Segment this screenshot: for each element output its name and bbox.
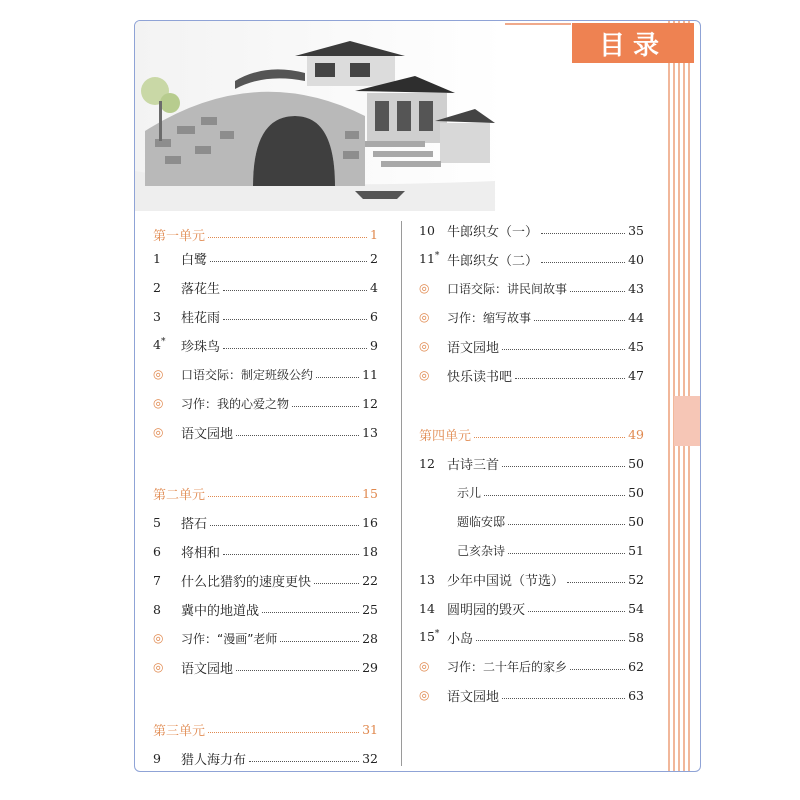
- lesson-number: 14: [419, 600, 435, 616]
- lesson-number: 4*: [153, 337, 166, 353]
- double-circle-icon: ◎: [419, 310, 430, 324]
- dot-leader: [208, 496, 359, 497]
- dot-leader: [208, 237, 367, 238]
- page-number: 50: [628, 455, 644, 471]
- page-number: 47: [628, 367, 644, 383]
- toc-entry[interactable]: [419, 304, 644, 330]
- page-number: 1: [370, 226, 378, 242]
- dot-leader: [502, 698, 625, 699]
- entry-title: 习作：缩写故事: [447, 310, 532, 325]
- page-number: 35: [628, 222, 644, 238]
- toc-entry[interactable]: [153, 390, 378, 416]
- entry-title: 少年中国说（节选）: [447, 573, 565, 589]
- lesson-number: 12: [419, 455, 435, 471]
- toc-entry[interactable]: [419, 566, 644, 592]
- unit-title: 第二单元: [153, 487, 206, 503]
- optional-star: *: [434, 251, 440, 262]
- page-number: 4: [370, 279, 378, 295]
- dot-leader: [236, 670, 359, 671]
- entry-title: 白鹭: [181, 252, 208, 268]
- dot-leader: [236, 435, 359, 436]
- double-circle-icon: ◎: [419, 339, 430, 353]
- entry-title: 落花生: [181, 281, 221, 297]
- page-number: 25: [362, 601, 378, 617]
- page-number: 63: [628, 687, 644, 703]
- dot-leader: [223, 348, 367, 349]
- optional-star: *: [160, 337, 166, 348]
- lesson-number: 1: [153, 250, 161, 266]
- entry-title: 古诗三首: [447, 457, 500, 473]
- page-number: 15: [362, 485, 378, 501]
- lesson-number: 5: [153, 514, 161, 530]
- toc-entry[interactable]: [419, 275, 644, 301]
- entry-title: 口语交际：讲民间故事: [447, 281, 568, 296]
- dot-leader: [484, 495, 625, 496]
- dot-leader: [474, 437, 625, 438]
- page-number: 52: [628, 571, 644, 587]
- entry-title: 语文园地: [447, 340, 500, 356]
- toc-entry[interactable]: [419, 537, 644, 563]
- page-number: 9: [370, 337, 378, 353]
- double-circle-icon: ◎: [153, 425, 164, 439]
- toc-entry[interactable]: [153, 625, 378, 651]
- page-number: 22: [362, 572, 378, 588]
- entry-title: 圆明园的毁灭: [447, 602, 526, 618]
- double-circle-icon: ◎: [153, 396, 164, 410]
- dot-leader: [292, 406, 359, 407]
- double-circle-icon: ◎: [419, 688, 430, 702]
- page-number: 45: [628, 338, 644, 354]
- page-number: 16: [362, 514, 378, 530]
- double-circle-icon: ◎: [419, 368, 430, 382]
- lesson-number: 11*: [419, 251, 440, 267]
- entry-title: 示儿: [457, 485, 482, 500]
- page-number: 2: [370, 250, 378, 266]
- entry-title: 题临安邸: [457, 514, 506, 529]
- side-tab: [674, 396, 700, 446]
- lesson-number: 3: [153, 308, 161, 324]
- page-number: 13: [362, 424, 378, 440]
- entry-title: 语文园地: [447, 689, 500, 705]
- entry-title: 桂花雨: [181, 310, 221, 326]
- dot-leader: [508, 524, 625, 525]
- entry-title: 珍珠鸟: [181, 339, 221, 355]
- dot-leader: [570, 291, 625, 292]
- toc-entry[interactable]: [419, 682, 644, 708]
- page-number: 44: [628, 309, 644, 325]
- dot-leader: [223, 554, 359, 555]
- page-number: 49: [628, 426, 644, 442]
- entry-title: 牛郎织女（一）: [447, 224, 539, 240]
- toc-entry[interactable]: [153, 332, 378, 358]
- entry-title: 口语交际：制定班级公约: [181, 367, 314, 382]
- double-circle-icon: ◎: [419, 281, 430, 295]
- unit-title: 第三单元: [153, 723, 206, 739]
- toc-entry[interactable]: [153, 745, 378, 771]
- lesson-number: 8: [153, 601, 161, 617]
- page-number: 12: [362, 395, 378, 411]
- dot-leader: [210, 261, 367, 262]
- toc-entry[interactable]: [153, 361, 378, 387]
- dot-leader: [210, 525, 359, 526]
- dot-leader: [534, 320, 625, 321]
- entry-title: 什么比猎豹的速度更快: [181, 574, 312, 590]
- double-circle-icon: ◎: [153, 367, 164, 381]
- toc-entry[interactable]: [153, 509, 378, 535]
- page-number: 28: [362, 630, 378, 646]
- dot-leader: [316, 377, 359, 378]
- page-number: 32: [362, 750, 378, 766]
- double-circle-icon: ◎: [153, 660, 164, 674]
- dot-leader: [508, 553, 625, 554]
- page-number: 29: [362, 659, 378, 675]
- lesson-number: 2: [153, 279, 161, 295]
- page-number: 43: [628, 280, 644, 296]
- toc-entry[interactable]: [153, 596, 378, 622]
- unit-heading[interactable]: [153, 480, 378, 506]
- dot-leader: [541, 233, 625, 234]
- lesson-number: 9: [153, 750, 161, 766]
- column-divider: [401, 221, 402, 766]
- toc-entry[interactable]: [419, 624, 644, 650]
- lesson-number: 15*: [419, 629, 440, 645]
- page-number: 6: [370, 308, 378, 324]
- page-number: 50: [628, 484, 644, 500]
- toc-entry[interactable]: [153, 654, 378, 680]
- toc-entry[interactable]: [153, 419, 378, 445]
- page-number: 51: [628, 542, 644, 558]
- dot-leader: [223, 319, 367, 320]
- toc-entry[interactable]: [153, 303, 378, 329]
- dot-leader: [262, 612, 359, 613]
- dot-leader: [570, 669, 625, 670]
- lesson-number: 13: [419, 571, 435, 587]
- dot-leader: [476, 640, 625, 641]
- unit-heading[interactable]: [153, 221, 378, 247]
- toc-entry[interactable]: [419, 653, 644, 679]
- page-number: 40: [628, 251, 644, 267]
- entry-title: 习作：我的心爱之物: [181, 396, 290, 411]
- toc-entry[interactable]: [419, 217, 644, 243]
- unit-heading[interactable]: [153, 716, 378, 742]
- toc-entry[interactable]: [419, 333, 644, 359]
- entry-title: 快乐读书吧: [447, 369, 513, 385]
- double-circle-icon: ◎: [419, 659, 430, 673]
- page-number: 11: [362, 366, 378, 382]
- bridge-illustration: [135, 21, 505, 211]
- dot-leader: [249, 761, 359, 762]
- toc-entry[interactable]: [419, 595, 644, 621]
- dot-leader: [208, 732, 359, 733]
- dot-leader: [528, 611, 625, 612]
- entry-title: 语文园地: [181, 426, 234, 442]
- dot-leader: [502, 466, 625, 467]
- page-number: 58: [628, 629, 644, 645]
- dot-leader: [314, 583, 359, 584]
- dot-leader: [541, 262, 625, 263]
- entry-title: 牛郎织女（二）: [447, 253, 539, 269]
- entry-title: 习作：二十年后的家乡: [447, 659, 568, 674]
- toc-page: [134, 20, 701, 772]
- entry-title: 搭石: [181, 516, 208, 532]
- toc-entry[interactable]: [419, 479, 644, 505]
- entry-title: 己亥杂诗: [457, 543, 506, 558]
- page-number: 54: [628, 600, 644, 616]
- entry-title: 将相和: [181, 545, 221, 561]
- page-number: 31: [362, 721, 378, 737]
- unit-heading[interactable]: [419, 421, 644, 447]
- entry-title: 语文园地: [181, 661, 234, 677]
- dot-leader: [280, 641, 359, 642]
- page-number: 50: [628, 513, 644, 529]
- toc-entry[interactable]: [153, 245, 378, 271]
- dot-leader: [567, 582, 625, 583]
- dot-leader: [223, 290, 367, 291]
- page-number: 62: [628, 658, 644, 674]
- entry-title: 冀中的地道战: [181, 603, 260, 619]
- lesson-number: 7: [153, 572, 161, 588]
- entry-title: 小岛: [447, 631, 474, 647]
- entry-title: 习作：“漫画”老师: [181, 631, 278, 646]
- unit-title: 第四单元: [419, 428, 472, 444]
- toc-entry[interactable]: [419, 450, 644, 476]
- lesson-number: 6: [153, 543, 161, 559]
- unit-title: 第一单元: [153, 228, 206, 244]
- toc-entry[interactable]: [153, 567, 378, 593]
- double-circle-icon: ◎: [153, 631, 164, 645]
- entry-title: 猎人海力布: [181, 752, 247, 768]
- optional-star: *: [434, 629, 440, 640]
- page-number: 18: [362, 543, 378, 559]
- lesson-number: 10: [419, 222, 435, 238]
- toc-entry[interactable]: [153, 274, 378, 300]
- toc-entry[interactable]: [419, 508, 644, 534]
- dot-leader: [515, 378, 625, 379]
- toc-entry[interactable]: [419, 362, 644, 388]
- toc-title: 目录: [572, 23, 694, 63]
- dot-leader: [502, 349, 625, 350]
- toc-entry[interactable]: [419, 246, 644, 272]
- toc-entry[interactable]: [153, 538, 378, 564]
